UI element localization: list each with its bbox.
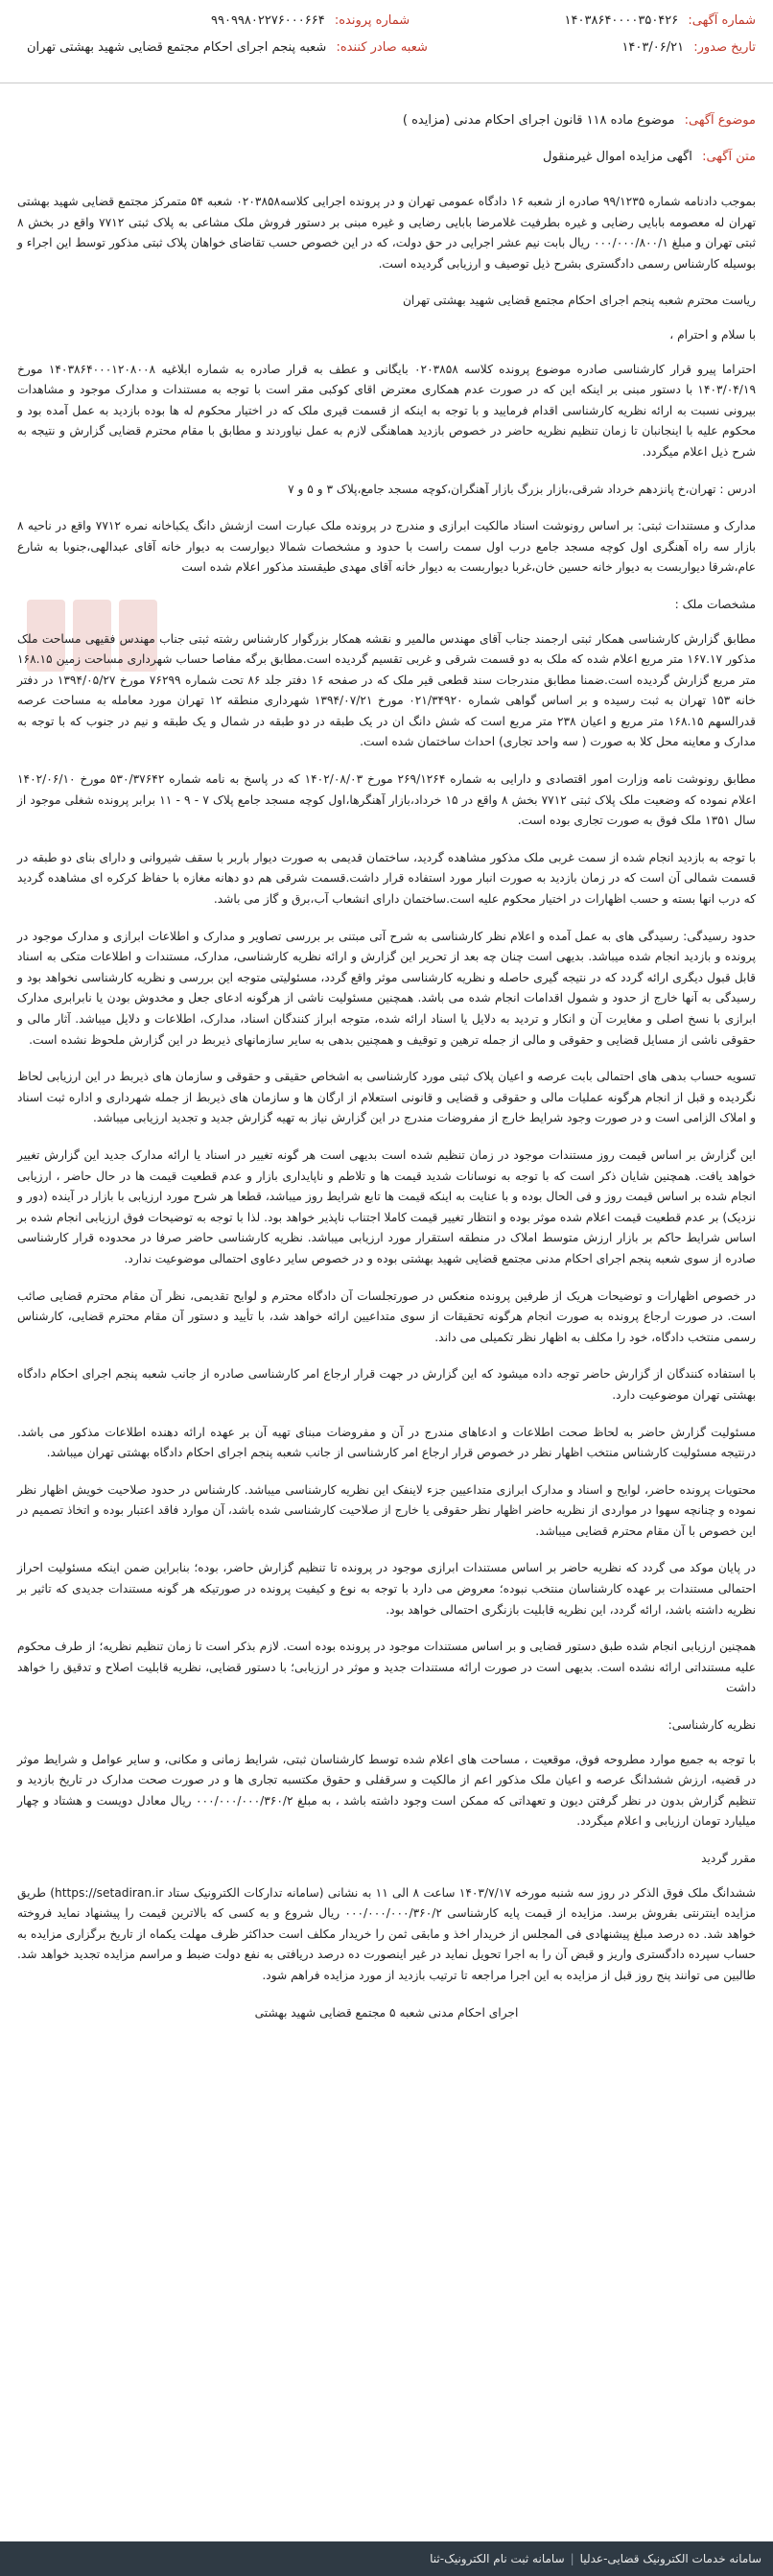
footer-separator: |: [570, 2552, 574, 2565]
paragraph-address: ادرس : تهران،خ پانزدهم خرداد شرقی،بازار بزرگ بازار آهنگران،کوچه مسجد جامع،پلاک ۳ و ۵ و ۷: [288, 482, 756, 496]
notice-title: اگهی مزایده اموال غیرمنقول: [543, 150, 692, 164]
footer-link-adliran[interactable]: سامانه خدمات الکترونیک قضایی-عدلیا: [579, 2552, 761, 2565]
paragraph-conclusion: در پایان موکد می گردد که نظریه حاضر بر اساس مستندات ابرازی موجود در پرونده تا تنظیم گزارش حاضر، بوده؛ بنابراین ضمن اینکه مسئولیت احراز احتمالی مستندات بر عهده کارشناسان منتخب نبوده؛ معروض می دارد با توجه به نوع و کیفیت پرونده در صورتیکه هر گونه مستندات جدیدی که تاثیر بر نظریه داشته باشد، ارائه گردد، این نظریه قابلیت بازنگری احتمالی خواهد بود.: [17, 1561, 756, 1617]
paragraph-addressee: ریاست محترم شعبه پنجم اجرای احکام مجتمع قضایی شهید بهشتی تهران: [402, 294, 756, 308]
paragraph-site-visit: با توجه به بازدید انجام شده از سمت غربی ملک مذکور مشاهده گردید، ساختمان قدیمی به صورت دیوار باربر با سقف شیروانی و دارای بنای دو طبقه در قسمت شمالی آن است که در زمان بازدید به صورت انبار مورد استفاده قرار داشت.قسمت شرقی هم دو دهانه مغازه با حفاظ کرکره ای مشاهده گردید که درب انها بسته و حسب اظهارات در اختیار محکوم علیه است.ساختمان دارای انشعاب آب،برق و گاز می باشد.: [17, 850, 756, 907]
paragraph-responsibility: مسئولیت گزارش حاضر به لحاظ صحت اطلاعات و ادعاهای مندرج در آن و مفروضات مبنای تهیه آن بر عهده ارائه دهنده اطلاعات مذکور می باشد. درنتیجه مسئولیت کارشناس منتخب اظهار نظر در خصوص قرار ارجاع امر کارشناسی از جانب شعبه پنجم اجرای احکام دادگاه بهشتی تهران میباشد.: [17, 1425, 756, 1460]
ad-number-label: شماره آگهی:: [688, 13, 756, 28]
paragraph-ministry-letter: مطابق رونوشت نامه وزارت امور اقتصادی و دارایی به شماره ۲۶۹/۱۲۶۴ مورخ ۱۴۰۲/۰۸/۰۳ که در پاسخ به نامه شماره ۵۳۰/۳۷۶۴۲ مورخ ۱۴۰۲/۰۶/۱۰ اعلام نموده که وضعیت ملک پلاک ثبتی ۷۷۱۲ بخش ۸ واقع در ۱۵ خرداد،بازار آهنگرها،اول کوچه مسجد جامع پلاک ۷ - ۹ - ۱۱ برابر پرونده شغلی موجود از سال ۱۳۵۱ ملک فوق به صورت تجاری بوده است.: [17, 772, 757, 828]
subject-row: [17, 113, 756, 128]
paragraph-signature: اجرای احکام مدنی شعبه ۵ مجتمع قضایی شهید بهشتی: [254, 2005, 519, 2020]
issuer-row: [27, 40, 428, 55]
case-number-label: شماره پرونده:: [334, 13, 410, 28]
paragraph-registry-docs: مدارک و مستندات ثبتی: بر اساس رونوشت اسناد مالکیت ابرازی و مندرج در پرونده ملک عبارت است ازشش دانگ یکباخانه نمره ۷۷۱۲ واقع در ناحیه ۸ بازار سه راه آهنگری اول کوچه مسجد جامع درب اول سمت راست با حدود و مشخصات شمالا دیوارست به دیوار خانه آقای عبدالهی،جنوبا به شارع عام،شرقا دیواربست به دیوار خانه حسین خان،غربا دیواربست به دیوار خانه آقای مهدی طیقستد مذکور اعلام شده است: [17, 519, 756, 575]
paragraph-expert-order: احتراما پیرو قرار کارشناسی صادره موضوع پرونده کلاسه ۰۲۰۳۸۵۸ بایگانی و عطف به قرار صادره به شماره ابلاغیه ۱۴۰۳۸۶۴۰۰۰۱۲۰۸۰۰۸ مورخ ۱۴۰۳/۰۴/۱۹ با دستور مبنی بر اینکه این که در صورت عدم همکاری معترض اقای کوکبی مقر است با توجه به مستندات و مدارک موجود و مشاهدات بیرونی نسبت به ارائه نظریه کارشناسی اقدام فرمایید و با توجه به اینکه از قسمت قیری ملک که در اختیار محکوم له ها بوده بازدید به عمل آمده بود و محکوم علیه با اینجانبان تا زمان تنظیم نظریه حاضر در خصوص بازدید هماهنگی لازم به عمل نیاوردند و مطابق با مقام محترم قضایی گزارش و نتیجه به شرح ذیل اعلام میگردد.: [17, 362, 756, 459]
paragraph-greeting: با سلام و احترام ،: [669, 327, 756, 342]
paragraph-statements: در خصوص اظهارات و توضیحات هریک از طرفین پرونده منعکس در صورتجلسات آن دادگاه محترم و لوایح تقدیمی، نظر آن مقام محترم قضایی صائب است. در صورت ارجاع پرونده به صورت انجام هرگونه تحقیقات از سوی متداعیین ارائه خواهد شد، با تأیید و دستور آن مقام محترم قضایی، کارشناس رسمی منتخب دادگاه، خود را مکلف به اظهار نظر تکمیلی می داند.: [17, 1288, 756, 1344]
case-number-row: [211, 13, 410, 28]
subject: موضوع ماده ۱۱۸ قانون اجرای احکام مدنی (مزایده ): [402, 113, 675, 128]
paragraph-opinion-heading: نظریه کارشناسی:: [668, 1718, 756, 1733]
subject-label: موضوع آگهی:: [684, 113, 756, 128]
case-number: ۹۹۰۹۹۸۰۲۲۷۶۰۰۰۶۶۴: [211, 13, 325, 28]
issue-date-row: [621, 40, 756, 55]
paragraph-scope: حدود رسیدگی: رسیدگی های به عمل آمده و اعلام نظر کارشناسی به شرح آتی مبتنی بر بررسی تصاویر و مدارک و اطلاعات ابرازی و مدارک موجود در پرونده و بازدید انجام شده میباشد. بدیهی است چنان چه بعد از تحریر این گزارش و ارائه نظریه کارشناسی، مدارک، مستندات و اطلاعات متکی به اسناد قابل قبول دیگری ارائه گردد که در نتیجه گیری حاصله و نظریه کارشناسی موثر واقع گردد، مسئولیتی متوجه این بررسی و نظریه کارشناسی نخواهد بود و رسیدگی به آنها خارج از حدود و شمول اقدامات انجام شده می باشد. همچنین مسئولیت ناشی از هرگونه ادعای جعل و مخدوش بودن یا نابرابری مدارک ابرازی با نسخ اصلی و مغایرت آن و انکار و تردید به دلایل یا اسناد ارائه شده، متوجه ابراز کنندگان اسناد، مدارک، اطلاعات و دلایل میباشد. آثار مالی و حقوقی ناشی از مسایل قضایی و حقوقی و مالی از جمله ترهین و توقیف و همچنین بدهی به سایر سازمانهای ذیربط در این گزارش ملحوظ نشده است.: [17, 929, 756, 1047]
ad-number: ۱۴۰۳۸۶۴۰۰۰۰۳۵۰۴۲۶: [564, 13, 679, 28]
footer-link-sana[interactable]: سامانه ثبت نام الکترونیک-ثنا: [430, 2552, 565, 2565]
issuer: شعبه پنجم اجرای احکام مجتمع قضایی شهید بهشتی تهران: [27, 40, 327, 55]
text-label: متن آگهی:: [702, 150, 756, 164]
issue-date-label: تاریخ صدور:: [693, 40, 756, 55]
paragraph-order: بموجب دادنامه شماره ۹۹/۱۲۳۵ صادره از شعبه ۱۶ دادگاه عمومی تهران و در پرونده اجرایی کلاسه۰۲۰۳۸۵۸ شعبه ۵۴ متمرکز مجتمع قضایی شهید بهشتی تهران له معصومه بابایی رضایی و غیره بطرفیت غلامرضا بابایی رضایی و غیره مبنی بر دستور فروش ملک مشاعی به پلاک ثبتی ۷۷۱۲ واقع در بخش ۸ ثبتی تهران و مبلغ ۰۰۰/۰۰۰/۸۰۰/۱ ریال بابت نیم عشر اجرایی در حق دولت، که در این خصوص حسب تقاضای خواهان پلاک ثبتی مذکور توسط این اجراء و بوسیله کارشناس رسمی دادگستری بشرح ذیل توصیف و ارزیابی گردیده است.: [17, 195, 756, 271]
paragraph-users-notice: با استفاده کنندگان از گزارش حاضر توجه داده میشود که این گزارش در جهت قرار ارجاع امر کارشناسی صادره از جانب شعبه پنجم اجرای احکام دادگاه بهشتی تهران موضوعیت دارد.: [17, 1367, 756, 1402]
ad-number-row: [565, 13, 756, 28]
issue-date: ۱۴۰۳/۰۶/۲۱: [621, 40, 685, 55]
paragraph-property-specs: مطابق گزارش کارشناسی همکار ثبتی ارجمند جناب آقای مهندس مالمیر و نقشه همکار بزرگوار کارشناس رشته ثبتی جناب مهندس فقیهی مساحت ملک مذکور ۱۶۷.۱۷ متر مربع اعلام شده که ملک به دو قسمت شرقی و غربی تقسیم گردیده است.مطابق برگه مفاصا حساب شهرداری مساحت زمین ۱۶۸.۱۵ متر مربع گزارش گردیده است.ضمنا مطابق مندرجات سند قطعی قیر ملک که در صفحه ۱۶ دفتر جلد ۸۶ تحت شماره ۷۶۲۹۹ مورخ ۱۳۹۴/۰۵/۲۷ در دفتر خانه ۱۵۳ تهران به ثبت رسیده و بر اساس گواهی شماره ۰۲۱/۳۴۹۲۰ مورخ ۱۳۹۴/۰۷/۲۱ شهرداری منطقه ۱۲ تهران مورد معامله به مساحت عرصه قدرالسهم ۱۶۸.۱۵ متر مربع و اعیان ۲۳۸ متر مربع است که شش دانگ ان در یک طبقه در دو طبقه در شمال و یک طبقه و نیم در جنوب که با توجه به مدارک و معاینه محل کلا به صورت ( سه واحد تجاری) احداث ساختمان شده است.: [17, 631, 757, 749]
footer-bar: [0, 2541, 773, 2576]
issuer-label: شعبه صادر کننده:: [336, 40, 428, 55]
paragraph-evaluation-note: همچنین ارزیابی انجام شده طبق دستور قضایی و بر اساس مستندات موجود در پرونده بوده است. لازم بذکر است تا زمان تنظیم نظریه؛ از طرف محکوم علیه مستنداتی ارائه نشده است. بدیهی است در صورت ارائه مستندات جدید و موثر در ارزیابی؛ با دستور قضایی، نظریه قابلیت اصلاح و تدقیق را خواهد داشت: [17, 1640, 756, 1695]
paragraph-property-heading: مشخصات ملک :: [674, 597, 756, 611]
text-row: [17, 150, 756, 164]
notice-body: [17, 192, 756, 2040]
paragraph-auction-terms: ششدانگ ملک فوق الذکر در روز سه شنبه مورخه ۱۴۰۳/۷/۱۷ ساعت ۸ الی ۱۱ به نشانی (سامانه تدارکات الکترونیک ستاد https://setadiran.ir) طریق مزایده اینترنتی بفروش برسد. مزایده از قیمت پایه کارشناسی ۰۰۰/۰۰۰/۰۰۰/۳۶۰/۲ ریال شروع و به کسی که بالاترین قیمت را پیشنهاد نماید فروخته خواهد شد. ده درصد مبلغ پیشنهادی فی المجلس از خریدار اخذ و مابقی ثمن را خریدار مکلف است حداکثر ظرف مهلت یکماه از تاریخ برگزاری مزایده به حساب سپرده دادگستری واریز و قبض آن را به اجرا تحویل نماید در غیر اینصورت ده درصد دریافتی به نفع دولت ضبط و مراسم مزایده تجدید خواهد شد. طالبین می توانند پنج روز قبل از مزایده به این اجرا مراجعه تا ترتیب بازدید از مورد مزایده فراهم شود.: [17, 1885, 756, 1982]
paragraph-decided: مقرر گردید: [701, 1852, 756, 1865]
paragraph-market-price: این گزارش بر اساس قیمت روز مستندات موجود در زمان تنظیم شده است بدیهی است هر گونه تغییر در اسناد یا ارائه مدارک جدید این گزارش تغییر خواهد یافت. همچنین شایان ذکر است که با توجه به نوسانات شدید قیمت ها و تلاطم و ناپایداری بازار و عدم قطعیت قیمت ها در حال حاضر ، ارزیابی انجام شده بر اساس قیمت روز و فی الحال بوده و با عنایت به اینکه قیمت ها تابع شرایط روز میباشد، قطعا هر شرح مورد ارزیابی با بازار در آینده (دور و نزدیک) بر عدم قطعیت قیمت اعلام شده موثر بوده و انتظار تغییر قیمت کاملا اجتناب ناپذیر خواهد بود. لذا با توجه به توضیحات فوق ارزیابی انجام شده بر اساس شرایط حاکم بر بازار ارزش متوسط املاک در منطقه استقرار مورد ارزیابی میباشد. نظریه کارشناسی حاضر صرفا در محدوده قرار کارشناسی صادره از سوی شعبه پنجم اجرای احکام مدنی مجتمع قضایی شهید بهشتی بوده و در خصوص سایر دعاوی احتمالی موضوعیت ندارد.: [17, 1147, 756, 1265]
paragraph-case-contents: محتویات پرونده حاضر، لوایح و اسناد و مدارک ابرازی متداعیین جزء لاینفک این نظریه کارشناسی میباشد. کارشناس در حدود صلاحیت خویش اظهار نظر نموده و چنانچه سهوا در مواردی از نظریه حاضر اظهار نظر حقوقی یا خارج از صلاحیت کارشناسی شده باشد، آن موارد فاقد اعتبار بوده و اتخاذ تصمیم در این خصوص با آن مقام محترم قضایی میباشد.: [17, 1482, 756, 1538]
paragraph-debts: تسویه حساب بدهی های احتمالی بابت عرصه و اعیان پلاک ثبتی مورد کارشناسی به اشخاص حقیقی و حقوقی و سازمان های ذیربط در این ارزیابی لحاظ نگردیده و قبل از انجام هرگونه عملیات مالی و حقوقی و قضایی و قانونی استعلام از ارگان ها و سازمان های ذیربط از جمله شهرداری و اداره ثبت اسناد و املاک الزامی است و در صورت وجود شرایط خارج از مفروضات مندرج در این گزارش نیاز به تهیه گزارش جدید و تجدید ارزیابی میباشد.: [17, 1070, 756, 1125]
paragraph-valuation: با توجه به جمیع موارد مطروحه فوق، موقعیت ، مساحت های اعلام شده توسط کارشناسان ثبتی، شرایط زمانی و مکانی، و سایر عوامل و شرایط موثر در قضیه، ارزش ششدانگ عرصه و اعیان ملک مذکور اعم از مالکیت و سرقفلی و حقوق مکتسبه تجاری ها و در صورت صحت مدارک در تاریخ بازدید و تنظیم گزارش بدون در نظر گرفتن دیون و تعهداتی که ممکن است وجود داشته باشد ، به مبلغ ۰۰۰/۰۰۰/۰۰۰/۳۶۰/۲ ریال معادل دویست و هشتاد و چهار میلیارد تومان ارزیابی و اعلام میگردد.: [17, 1752, 756, 1829]
